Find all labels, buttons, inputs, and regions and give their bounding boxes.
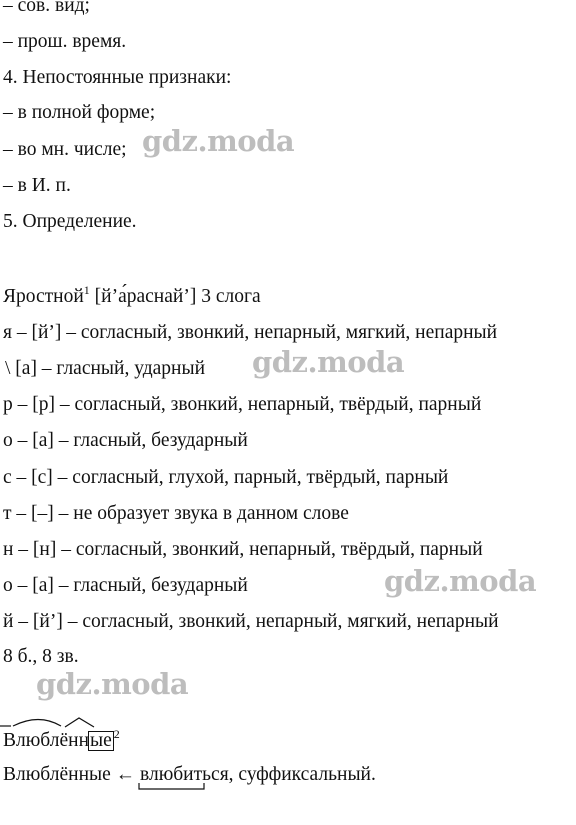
letter-sound-count: 8 б., 8 зв. [3, 646, 79, 667]
word-header [3, 285, 261, 310]
watermark-logo-4: gdz.moda [36, 667, 189, 701]
morphemic-parse [3, 729, 120, 754]
morphemic-word [3, 729, 114, 753]
base-bracket-icon [139, 783, 204, 789]
source-word: влюбиться [140, 763, 229, 787]
formation-type: , суффиксальный. [228, 764, 376, 785]
phonetic-row-ya: я – [й’] – согласный, звонкий, непарный, мягкий, непарный [3, 322, 498, 343]
watermark-logo-3: gdz.moda [384, 564, 537, 598]
transcription: [й’а́раснай’] 3 слога [94, 286, 261, 307]
phonetic-row-y: й – [й’] – согласный, звонкий, непарный, мягкий, непарный [3, 611, 499, 632]
phonetic-row-n: н – [н] – согласный, звонкий, непарный, твёрдый, парный [3, 539, 483, 560]
footnote-marker-1: 1 [83, 283, 90, 297]
phonetic-row-r: р – [р] – согласный, звонкий, непарный, твёрдый, парный [3, 394, 482, 415]
text-line-non-constant-features: 4. Непостоянные признаки: [3, 67, 232, 88]
text-line-attribute: 5. Определение. [3, 211, 137, 232]
text-line-full-form: – в полной форме; [3, 102, 156, 123]
phonetic-row-t: т – [–] – не образует звука в данном слове [3, 503, 349, 524]
text-line-aspect: – сов. вид; [3, 0, 90, 16]
derived-word: Влюблённые ← [3, 764, 141, 785]
text-line-plural: – во мн. числе; [3, 139, 127, 160]
ending-box: ые [90, 730, 112, 751]
phonetic-row-o-2: о – [а] – гласный, безударный [3, 575, 248, 596]
watermark-logo-1: gdz.moda [142, 124, 295, 158]
phonetic-row-s: с – [с] – согласный, глухой, парный, твёрдый, парный [3, 467, 449, 488]
source-base-mark [138, 783, 210, 795]
suffix-hat-icon [65, 718, 94, 727]
phonetic-row-o-1: о – [а] – гласный, безударный [3, 430, 248, 451]
analysed-word: Яростной [3, 286, 84, 307]
text-line-nominative: – в И. п. [3, 175, 71, 196]
word-formation-line [3, 763, 376, 787]
phonetic-row-ya-vowel: \ [а] – гласный, ударный [5, 358, 206, 379]
text-line-tense: – прош. время. [3, 31, 127, 52]
morpheme-marks [0, 716, 131, 736]
root-arc-icon [13, 720, 61, 727]
footnote-marker-2: 2 [113, 727, 120, 741]
watermark-logo-2: gdz.moda [252, 345, 405, 379]
morphemic-base: Влюблённ [3, 730, 89, 751]
